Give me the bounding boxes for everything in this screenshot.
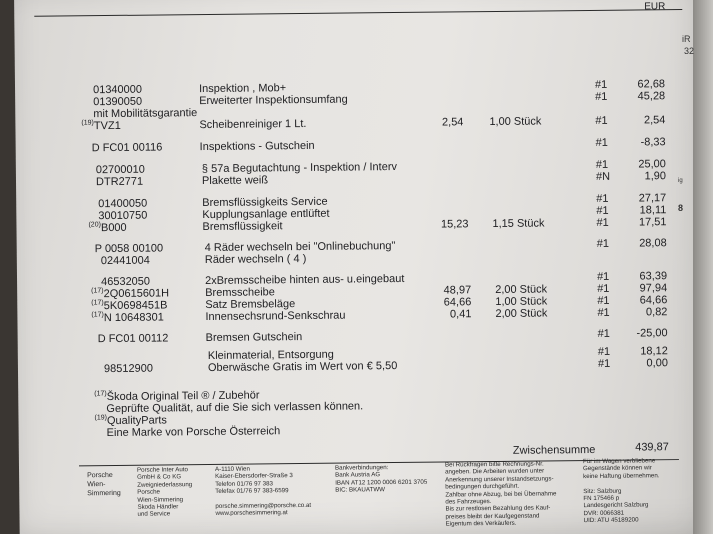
item-description: Satz Bremsbeläge xyxy=(205,298,296,312)
item-ref: #1 xyxy=(596,270,610,283)
footer-line: Bank Austria AG xyxy=(335,471,381,480)
item-ref: #1 xyxy=(596,216,609,229)
footer-line: preises bleibt der Kaufgegenstand xyxy=(445,512,540,521)
item-amount: 27,17 xyxy=(638,192,667,205)
item-amount: 17,51 xyxy=(638,216,667,229)
item-ref: #1 xyxy=(597,282,610,295)
item-code-with-ref xyxy=(91,299,167,312)
item-ref: #1 xyxy=(597,306,610,319)
item-description: Bremsflüssigkeit xyxy=(202,220,283,234)
footer-line: keine Haftung übernehmen. xyxy=(583,472,660,480)
footer-line: Eigentum des Verkäufers. xyxy=(445,520,517,528)
item-description: Scheibenreiniger 1 Lt. xyxy=(199,117,307,132)
footnote-19-text: Eine Marke von Porsche Österreich xyxy=(106,425,281,440)
item-ref: #1 xyxy=(597,294,610,307)
item-ref: #1 xyxy=(596,192,609,205)
footer-line: bedingungen durchgeführt. xyxy=(445,482,520,491)
footer-line: IBAN AT12 1200 0006 6201 3705 xyxy=(335,478,428,487)
footer-brand xyxy=(87,471,121,498)
item-code: 46532050 xyxy=(101,275,151,289)
item-code-with-ref xyxy=(88,222,126,234)
footnote-marker: (19) xyxy=(94,414,107,422)
footnote-marker: (17) xyxy=(91,299,104,307)
footer-line: angeben. Die Arbeiten wurden unter xyxy=(445,467,545,476)
item-unit-price: 48,97 xyxy=(443,284,472,297)
item-description: Erweiterter Inspektionsumfang xyxy=(199,93,348,108)
item-description: Oberwäsche Gratis im Wert von € 5,50 xyxy=(207,360,398,374)
footer-line: Wien-Simmering xyxy=(137,495,184,504)
item-amount: 28,08 xyxy=(639,237,667,250)
item-description: Bremsen Gutschein xyxy=(205,331,303,345)
item-amount: 25,00 xyxy=(638,158,666,171)
footnote-19-title xyxy=(94,414,166,427)
item-code: N 10648301 xyxy=(103,311,164,325)
edge-r-value: 32 xyxy=(684,46,695,56)
footnote-marker: (19) xyxy=(81,119,94,127)
item-code-with-ref xyxy=(91,287,169,300)
item-ref: #N xyxy=(595,170,611,183)
item-ref: #1 xyxy=(597,357,611,370)
item-code: 02700010 xyxy=(95,163,145,177)
currency-label: EUR xyxy=(644,1,666,13)
item-amount: 0,82 xyxy=(645,306,668,319)
item-code: 5K0698451B xyxy=(103,299,168,313)
item-description: Bremsscheibe xyxy=(205,286,275,300)
footer-line: und Service xyxy=(137,510,171,519)
footer-line: Bis zur restlosen Bezahlung des Kauf- xyxy=(445,504,551,513)
item-ref: #1 xyxy=(597,345,611,358)
item-note: mit Mobilitätsgarantie xyxy=(93,107,198,121)
item-code: D FC01 00116 xyxy=(91,141,163,155)
item-description: Plakette weiß xyxy=(201,174,269,188)
item-code: 98512900 xyxy=(103,362,153,376)
footer-line: Skoda Händler xyxy=(137,503,179,511)
item-ref: #1 xyxy=(597,327,610,340)
edge-mark-1: ig xyxy=(678,178,683,184)
item-ref: #1 xyxy=(595,136,608,149)
footer-terms xyxy=(445,460,557,528)
item-quantity: 1,15 Stück xyxy=(492,217,545,231)
invoice-paper xyxy=(14,0,713,534)
item-code: 01400050 xyxy=(98,197,148,211)
footer-website: www.porschesimmering.at xyxy=(215,509,288,518)
footer-line: Porsche Inter Auto xyxy=(136,466,188,474)
edge-mark-2: 8 xyxy=(678,203,684,213)
footer-line: Telefax 01/76 97 383-6599 xyxy=(215,487,289,496)
item-amount: 64,66 xyxy=(639,294,668,307)
item-amount: 63,39 xyxy=(639,270,668,283)
header-rule xyxy=(34,9,682,17)
footer-line: Wien- xyxy=(87,481,106,489)
item-unit-price: 15,23 xyxy=(440,218,469,231)
footer-line: des Fahrzeuges. xyxy=(445,498,492,506)
footer-line: Porsche xyxy=(137,488,161,496)
item-description: Räder wechseln ( 4 ) xyxy=(204,252,307,267)
item-description: Innensechsrund-Senkschrau xyxy=(205,309,346,324)
footer-line: Anerkennung unserer Instandsetzungs- xyxy=(445,475,554,484)
edge-r-label: iR xyxy=(682,34,691,44)
item-ref: #1 xyxy=(596,237,610,250)
item-code-with-ref xyxy=(81,120,120,132)
footnote-title: Škoda Original Teil ® / Zubehör xyxy=(106,389,260,404)
item-amount: 18,11 xyxy=(639,204,667,217)
item-ref: #1 xyxy=(594,78,608,91)
item-amount: 18,12 xyxy=(640,345,668,358)
item-ref: #1 xyxy=(596,204,609,217)
footnote-title: QualityParts xyxy=(106,414,167,428)
footer-company xyxy=(137,466,193,518)
item-code: B000 xyxy=(100,221,127,235)
footer-line: Bei Rückfragen bitte Rechnungs-Nr. xyxy=(444,460,544,469)
footer-line: Telefon 01/76 97 383 xyxy=(215,480,274,488)
item-amount: -8,33 xyxy=(640,136,666,149)
footer-line: Für im Wagen verbliebene xyxy=(582,457,656,466)
item-code: P 0058 00100 xyxy=(94,242,164,256)
item-amount: -25,00 xyxy=(636,327,668,340)
footer-line: BIC: BKAUATWW xyxy=(335,486,386,494)
item-ref: #1 xyxy=(595,90,608,103)
underlying-page-edge xyxy=(693,0,713,534)
footnote-marker: (17) xyxy=(91,311,104,319)
footer-line: A-1110 Wien xyxy=(214,465,250,473)
item-quantity: 1,00 Stück xyxy=(495,295,548,308)
item-description: Inspektion , Mob+ xyxy=(198,82,287,96)
footer-line: Gegenstände können wir xyxy=(583,464,652,473)
footnote-marker: (20) xyxy=(88,221,101,229)
item-unit-price: 0,41 xyxy=(449,308,472,321)
footer-line: Zahlbar ohne Abzug, bei bei Übernahme xyxy=(445,489,557,499)
footer-legal xyxy=(583,457,660,524)
footer-line: GmbH & Co KG xyxy=(137,473,182,482)
item-code: 2Q0615601H xyxy=(103,287,170,301)
item-quantity: 1,00 Stück xyxy=(489,115,542,129)
item-description: 4 Räder wechseln bei "Onlinebuchung" xyxy=(204,240,396,255)
item-amount: 97,94 xyxy=(639,282,668,295)
item-ref: #1 xyxy=(595,114,608,127)
subtotal-label: Zwischensumme xyxy=(512,443,596,457)
footer-line: Sitz: Salzburg xyxy=(583,487,622,495)
item-description: Kupplungsanlage entlüftet xyxy=(202,207,330,222)
item-unit-price: 64,66 xyxy=(443,296,472,309)
item-amount: 2,54 xyxy=(643,114,666,127)
footer-line: DVR: 0066381 xyxy=(583,509,625,517)
item-amount: 1,90 xyxy=(644,170,667,183)
item-code: 01390050 xyxy=(93,95,143,109)
footer-email: porsche.simmering@porsche.co.at xyxy=(215,501,312,510)
footer-line: Kaiser-Ebersdorfer-Straße 3 xyxy=(215,472,293,481)
footer-line: Landesgericht Salzburg xyxy=(583,501,649,510)
item-ref: #1 xyxy=(595,158,609,171)
footer-line: Porsche xyxy=(87,471,113,480)
item-amount: 45,28 xyxy=(637,90,666,103)
item-code: DTR2771 xyxy=(95,175,144,189)
item-description: Inspektions - Gutschein xyxy=(199,139,315,154)
item-description: Bremsflüssigkeits Service xyxy=(202,195,328,210)
item-code: 30010750 xyxy=(98,209,148,223)
item-code: TVZ1 xyxy=(93,119,121,133)
subtotal-amount: 439,87 xyxy=(635,441,669,454)
item-description: § 57a Begutachtung - Inspektion / Interv xyxy=(201,160,398,176)
footer-bank xyxy=(335,464,427,495)
item-code-with-ref xyxy=(91,311,164,324)
item-description: Kleinmaterial, Entsorgung xyxy=(207,348,334,362)
footnote-17-text: Geprüfte Qualität, auf die Sie sich verlassen können. xyxy=(106,400,364,416)
item-amount: 0,00 xyxy=(646,357,669,370)
footer-line: Simmering xyxy=(87,489,121,498)
item-quantity: 2,00 Stück xyxy=(495,307,548,320)
item-description: 2xBremsscheibe hinten aus- u.eingebaut xyxy=(204,272,405,288)
item-code: D FC01 00112 xyxy=(97,332,169,346)
item-code: 01340000 xyxy=(92,83,143,97)
footnote-marker: (17) xyxy=(94,390,107,398)
footnote-marker: (17) xyxy=(91,287,104,295)
footer-line: UID: ATU 45189200 xyxy=(583,516,639,525)
item-unit-price: 2,54 xyxy=(441,116,464,129)
footer-line: Zweigniederlassung xyxy=(137,480,193,489)
item-amount: 62,68 xyxy=(637,78,666,91)
footer-address xyxy=(215,465,311,518)
item-code: 02441004 xyxy=(100,254,150,268)
footer-line: FN 175466 p xyxy=(583,494,620,503)
footer-line: Bankverbindungen: xyxy=(334,464,389,472)
item-quantity: 2,00 Stück xyxy=(495,283,548,296)
